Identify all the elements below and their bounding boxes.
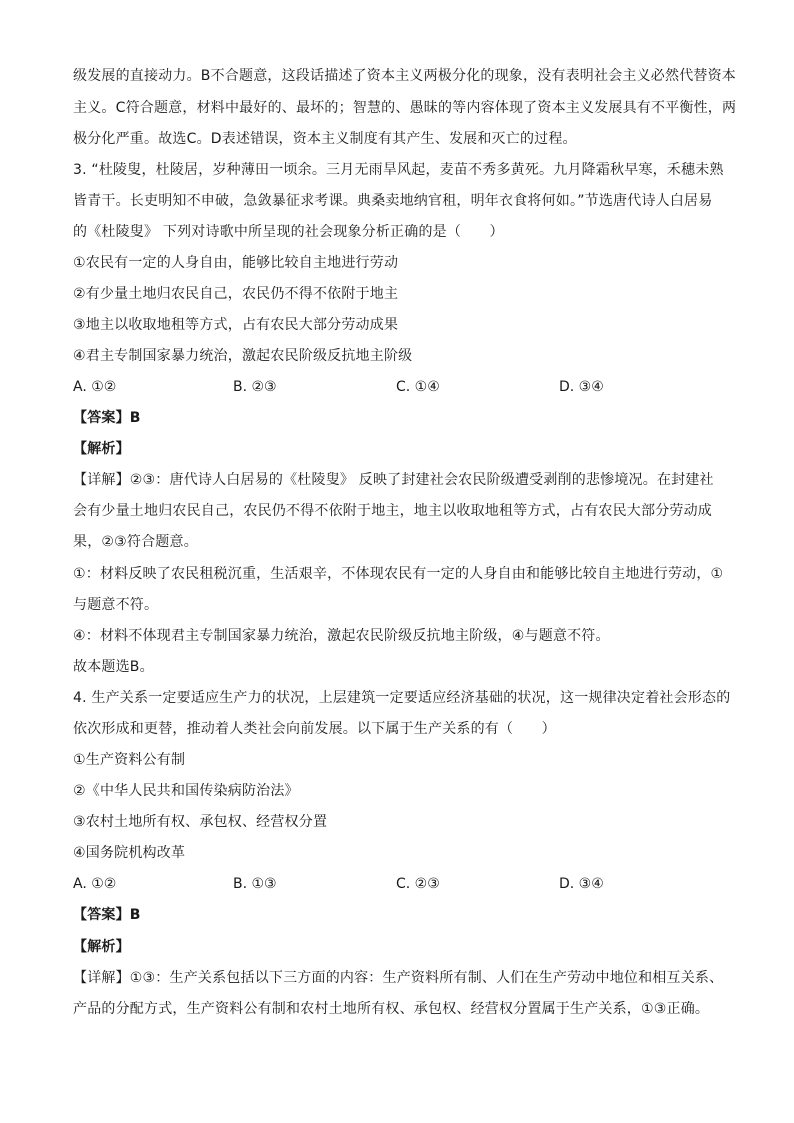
q4-option-b: B. ①③ [233, 876, 277, 892]
q3-detail-line-6: ④：材料不体现君主专制国家暴力统治，激起农民阶级反抗地主阶级，④与题意不符。 [73, 628, 610, 644]
q3-stem-line-1: 3. “杜陵叟，杜陵居，岁种薄田一顷余。三月无雨旱风起，麦苗不秀多黄死。九月降霜秋早寒，禾穗未熟 [73, 162, 724, 178]
q3-item-3: ③地主以收取地租等方式，占有农民大部分劳动成果 [73, 317, 399, 333]
q4-analysis-label: 【解析】 [73, 939, 130, 955]
q4-item-1: ①生产资料公有制 [73, 752, 186, 768]
q3-detail-line-4: ①：材料反映了农民租税沉重，生活艰辛，不体现农民有一定的人身自由和能够比较自主地进行劳动，① [73, 566, 724, 582]
q3-item-4: ④君主专制国家暴力统治，激起农民阶级反抗地主阶级 [73, 348, 413, 364]
q4-option-a: A. ①② [73, 876, 117, 892]
intro-line-3: 极分化严重。故选C。D表述错误，资本主义制度有其产生、发展和灭亡的过程。 [73, 131, 577, 147]
q3-detail-line-2: 会有少量土地归农民自己，农民仍不得不依附于地主，地主以收取地租等方式，占有农民大部分劳动成 [73, 503, 712, 519]
q3-analysis-label: 【解析】 [73, 441, 130, 457]
q3-answer: 【答案】B [73, 410, 141, 426]
q3-stem-line-2: 皆青干。长吏明知不申破，急敛暴征求考课。典桑卖地纳官租，明年衣食将何如。”节选唐代诗人白居易 [73, 193, 713, 209]
q4-option-c: C. ②③ [396, 876, 440, 892]
q3-item-1: ①农民有一定的人身自由，能够比较自主地进行劳动 [73, 255, 399, 271]
q3-detail-line-7: 故本题选B。 [73, 659, 154, 675]
q4-stem-line-1: 4. 生产关系一定要适应生产力的状况，上层建筑一定要适应经济基础的状况，这一规律决定着社会形态的 [73, 690, 731, 706]
q4-detail-line-1: 【详解】①③：生产关系包括以下三方面的内容：生产资料所有制、人们在生产劳动中地位和相互关系、 [73, 970, 724, 986]
q4-item-4: ④国务院机构改革 [73, 845, 186, 861]
q4-item-2: ②《中华人民共和国传染病防治法》 [73, 783, 299, 799]
q4-item-3: ③农村土地所有权、承包权、经营权分置 [73, 814, 328, 830]
intro-line-2: 主义。C符合题意，材料中最好的、最坏的；智慧的、愚昧的等内容体现了资本主义发展具有不平衡性，两 [73, 100, 737, 116]
q3-option-a: A. ①② [73, 379, 117, 395]
q3-option-b: B. ②③ [233, 379, 277, 395]
q4-answer: 【答案】B [73, 907, 141, 923]
q3-option-d: D. ③④ [559, 379, 604, 395]
q3-detail-line-3: 果，②③符合题意。 [73, 534, 198, 550]
q3-stem-line-3: 的《杜陵叟》 下列对诗歌中所呈现的社会现象分析正确的是（ ） [73, 224, 504, 240]
intro-line-1: 级发展的直接动力。B不合题意，这段话描述了资本主义两极分化的现象，没有表明社会主义必然代替资本 [73, 68, 737, 84]
q4-option-d: D. ③④ [559, 876, 604, 892]
q3-option-c: C. ①④ [396, 379, 440, 395]
q4-stem-line-2: 依次形成和更替，推动着人类社会向前发展。以下属于生产关系的有（ ） [73, 721, 556, 737]
q3-detail-line-1: 【详解】②③：唐代诗人白居易的《杜陵叟》 反映了封建社会农民阶级遭受剥削的悲惨境况。在封建社 [73, 472, 714, 488]
q3-item-2: ②有少量土地归农民自己，农民仍不得不依附于地主 [73, 286, 399, 302]
q3-detail-line-5: 与题意不符。 [73, 597, 159, 613]
q4-detail-line-2: 产品的分配方式，生产资料公有制和农村土地所有权、承包权、经营权分置属于生产关系，①③正确。 [73, 1001, 710, 1017]
